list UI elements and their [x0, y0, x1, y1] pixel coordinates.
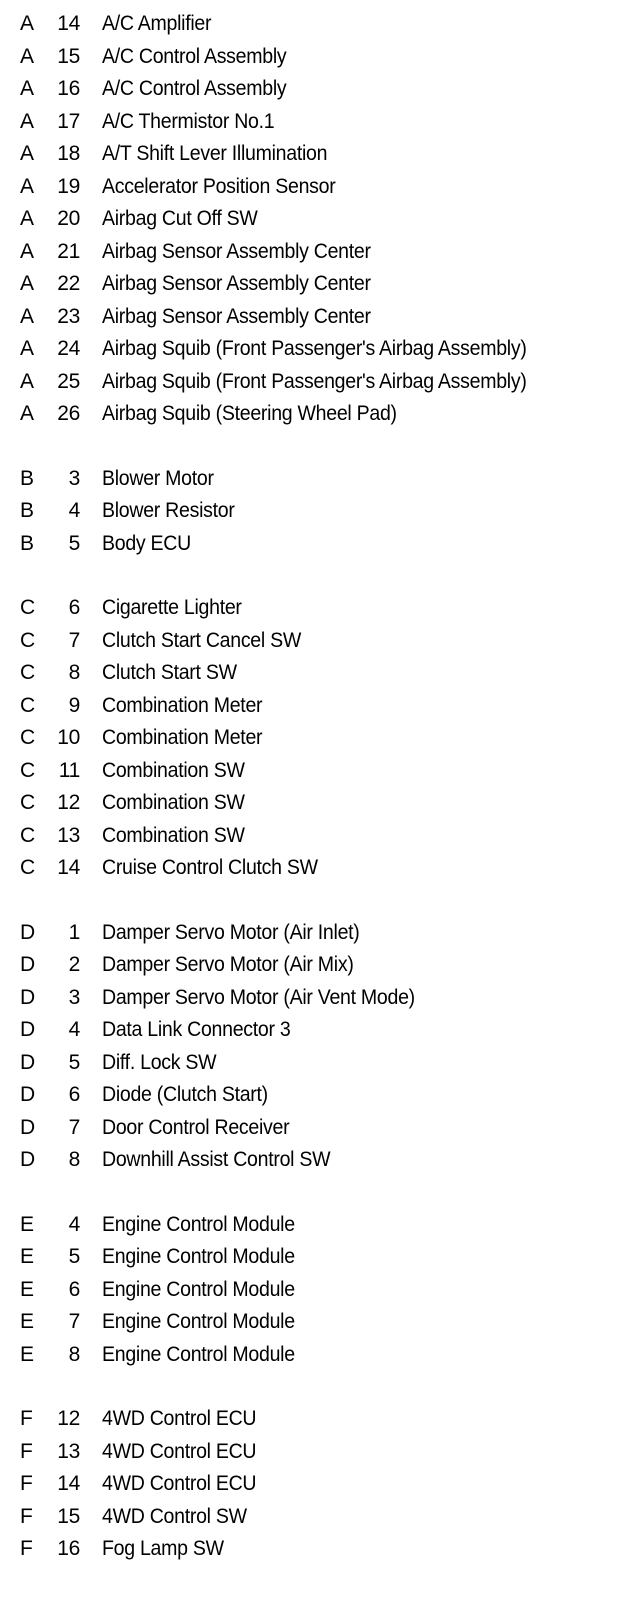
component-name: Clutch Start SW	[102, 661, 237, 685]
connector-number: 6	[68, 1083, 80, 1107]
connector-number: 5	[68, 1245, 80, 1269]
connector-letter: D	[20, 1148, 35, 1172]
component-name: Clutch Start Cancel SW	[102, 628, 302, 652]
connector-number: 17	[57, 109, 80, 133]
connector-letter: C	[20, 661, 35, 685]
connector-number: 12	[57, 1407, 80, 1431]
connector-letter: C	[20, 693, 35, 717]
list-item	[0, 1112, 640, 1145]
connector-number: 18	[57, 142, 80, 166]
connector-letter: E	[20, 1245, 34, 1269]
connector-number: 9	[68, 693, 80, 717]
connector-letter: C	[20, 758, 35, 782]
list-item	[0, 1241, 640, 1274]
list-item	[0, 1436, 640, 1469]
connector-letter: F	[20, 1537, 33, 1561]
component-name: Cruise Control Clutch SW	[102, 856, 318, 880]
connector-number: 3	[68, 466, 80, 490]
list-item	[0, 1306, 640, 1339]
component-name: Engine Control Module	[102, 1342, 295, 1366]
component-name: Downhill Assist Control SW	[102, 1148, 331, 1172]
connector-letter: A	[20, 12, 34, 36]
component-name: A/C Amplifier	[102, 12, 212, 36]
list-item	[0, 495, 640, 528]
component-name: 4WD Control ECU	[102, 1439, 257, 1463]
component-name: Engine Control Module	[102, 1245, 295, 1269]
list-item	[0, 8, 640, 41]
connector-letter: D	[20, 1083, 35, 1107]
list-item	[0, 138, 640, 171]
list-item	[0, 820, 640, 853]
connector-letter: F	[20, 1439, 33, 1463]
list-item	[0, 1144, 640, 1177]
list-item	[0, 722, 640, 755]
list-item	[0, 625, 640, 658]
connector-letter: E	[20, 1212, 34, 1236]
connector-number: 8	[68, 1342, 80, 1366]
connector-number: 16	[57, 77, 80, 101]
letter-group	[0, 917, 640, 1177]
connector-letter: B	[20, 531, 34, 555]
letter-group	[0, 463, 640, 561]
connector-letter: A	[20, 239, 34, 263]
connector-letter: E	[20, 1342, 34, 1366]
connector-letter: F	[20, 1472, 33, 1496]
list-item	[0, 949, 640, 982]
connector-number: 4	[68, 1018, 80, 1042]
connector-letter: B	[20, 499, 34, 523]
component-name: Fog Lamp SW	[102, 1537, 224, 1561]
connector-letter: D	[20, 953, 35, 977]
connector-number: 2	[68, 953, 80, 977]
connector-number: 25	[57, 369, 80, 393]
list-item	[0, 917, 640, 950]
component-name: Diff. Lock SW	[102, 1050, 217, 1074]
connector-number: 8	[68, 1148, 80, 1172]
connector-number: 7	[68, 1115, 80, 1139]
component-name: Blower Motor	[102, 466, 214, 490]
connector-number: 19	[57, 174, 80, 198]
connector-letter: C	[20, 791, 35, 815]
list-item	[0, 268, 640, 301]
component-name: A/C Control Assembly	[102, 77, 287, 101]
component-name: Engine Control Module	[102, 1277, 295, 1301]
component-name: Door Control Receiver	[102, 1115, 290, 1139]
connector-number: 13	[57, 1439, 80, 1463]
connector-letter: A	[20, 44, 34, 68]
component-name: Cigarette Lighter	[102, 596, 242, 620]
component-name: Combination Meter	[102, 693, 263, 717]
connector-number: 5	[68, 1050, 80, 1074]
connector-letter: A	[20, 142, 34, 166]
connector-letter: D	[20, 1115, 35, 1139]
connector-letter: A	[20, 207, 34, 231]
component-name: A/C Thermistor No.1	[102, 109, 275, 133]
connector-number: 26	[57, 402, 80, 426]
component-name: Combination SW	[102, 791, 245, 815]
connector-number: 4	[68, 499, 80, 523]
connector-number: 14	[57, 1472, 80, 1496]
connector-letter: E	[20, 1277, 34, 1301]
list-item	[0, 1014, 640, 1047]
component-name: Airbag Cut Off SW	[102, 207, 258, 231]
connector-number: 3	[68, 985, 80, 1009]
connector-number: 20	[57, 207, 80, 231]
connector-number: 10	[57, 726, 80, 750]
component-name: Damper Servo Motor (Air Inlet)	[102, 920, 360, 944]
list-item	[0, 1079, 640, 1112]
list-item	[0, 1047, 640, 1080]
component-name: Engine Control Module	[102, 1310, 295, 1334]
connector-letter: A	[20, 337, 34, 361]
list-item	[0, 690, 640, 723]
list-item	[0, 1468, 640, 1501]
connector-number: 16	[57, 1537, 80, 1561]
list-item	[0, 657, 640, 690]
list-item	[0, 236, 640, 269]
component-name: Airbag Squib (Front Passenger's Airbag Assembly)	[102, 369, 527, 393]
list-item	[0, 592, 640, 625]
connector-letter: A	[20, 272, 34, 296]
connector-number: 15	[57, 1504, 80, 1528]
connector-number: 1	[68, 920, 80, 944]
component-name: 4WD Control SW	[102, 1504, 247, 1528]
list-item	[0, 366, 640, 399]
component-name: Airbag Squib (Steering Wheel Pad)	[102, 402, 397, 426]
connector-letter: E	[20, 1310, 34, 1334]
list-item	[0, 1403, 640, 1436]
list-item	[0, 333, 640, 366]
component-name: Airbag Squib (Front Passenger's Airbag Assembly)	[102, 337, 527, 361]
connector-number: 14	[57, 12, 80, 36]
connector-letter: B	[20, 466, 34, 490]
list-item	[0, 755, 640, 788]
connector-number: 6	[68, 596, 80, 620]
connector-letter: D	[20, 1050, 35, 1074]
connector-letter: A	[20, 369, 34, 393]
component-name: Damper Servo Motor (Air Vent Mode)	[102, 985, 415, 1009]
connector-number: 7	[68, 1310, 80, 1334]
component-name: A/C Control Assembly	[102, 44, 287, 68]
component-name: Diode (Clutch Start)	[102, 1083, 268, 1107]
component-name: Damper Servo Motor (Air Mix)	[102, 953, 354, 977]
component-name: Engine Control Module	[102, 1212, 295, 1236]
connector-number: 12	[57, 791, 80, 815]
list-item	[0, 41, 640, 74]
connector-letter: A	[20, 174, 34, 198]
connector-number: 22	[57, 272, 80, 296]
list-item	[0, 787, 640, 820]
connector-list	[0, 8, 640, 1566]
component-name: Accelerator Position Sensor	[102, 174, 336, 198]
list-item	[0, 398, 640, 431]
connector-letter: D	[20, 1018, 35, 1042]
connector-number: 13	[57, 823, 80, 847]
connector-letter: A	[20, 304, 34, 328]
connector-number: 14	[57, 856, 80, 880]
component-name: A/T Shift Lever Illumination	[102, 142, 328, 166]
list-item	[0, 1533, 640, 1566]
connector-letter: D	[20, 985, 35, 1009]
connector-letter: A	[20, 109, 34, 133]
connector-letter: F	[20, 1407, 33, 1431]
connector-letter: C	[20, 856, 35, 880]
connector-number: 11	[58, 758, 80, 782]
list-item	[0, 1209, 640, 1242]
list-item	[0, 1501, 640, 1534]
component-name: 4WD Control ECU	[102, 1407, 257, 1431]
connector-number: 8	[68, 661, 80, 685]
component-name: Combination SW	[102, 758, 245, 782]
component-name: Airbag Sensor Assembly Center	[102, 272, 371, 296]
list-item	[0, 1274, 640, 1307]
component-name: Data Link Connector 3	[102, 1018, 291, 1042]
connector-number: 7	[68, 628, 80, 652]
list-item	[0, 203, 640, 236]
connector-letter: F	[20, 1504, 33, 1528]
connector-letter: C	[20, 823, 35, 847]
connector-letter: C	[20, 726, 35, 750]
list-item	[0, 171, 640, 204]
component-name: Body ECU	[102, 531, 191, 555]
connector-letter: D	[20, 920, 35, 944]
connector-letter: C	[20, 596, 35, 620]
component-name: Combination SW	[102, 823, 245, 847]
component-name: Airbag Sensor Assembly Center	[102, 239, 371, 263]
component-name: 4WD Control ECU	[102, 1472, 257, 1496]
component-name: Combination Meter	[102, 726, 263, 750]
list-item	[0, 106, 640, 139]
connector-number: 21	[57, 239, 80, 263]
list-item	[0, 982, 640, 1015]
connector-number: 24	[57, 337, 80, 361]
component-name: Blower Resistor	[102, 499, 235, 523]
connector-letter: A	[20, 77, 34, 101]
connector-number: 23	[57, 304, 80, 328]
letter-group	[0, 8, 640, 431]
connector-number: 4	[68, 1212, 80, 1236]
list-item	[0, 73, 640, 106]
list-item	[0, 301, 640, 334]
list-item	[0, 1339, 640, 1372]
letter-group	[0, 1403, 640, 1566]
connector-letter: C	[20, 628, 35, 652]
connector-number: 5	[68, 531, 80, 555]
list-item	[0, 463, 640, 496]
letter-group	[0, 592, 640, 885]
connector-number: 6	[68, 1277, 80, 1301]
list-item	[0, 528, 640, 561]
connector-number: 15	[57, 44, 80, 68]
list-item	[0, 852, 640, 885]
letter-group	[0, 1209, 640, 1372]
component-name: Airbag Sensor Assembly Center	[102, 304, 371, 328]
connector-letter: A	[20, 402, 34, 426]
